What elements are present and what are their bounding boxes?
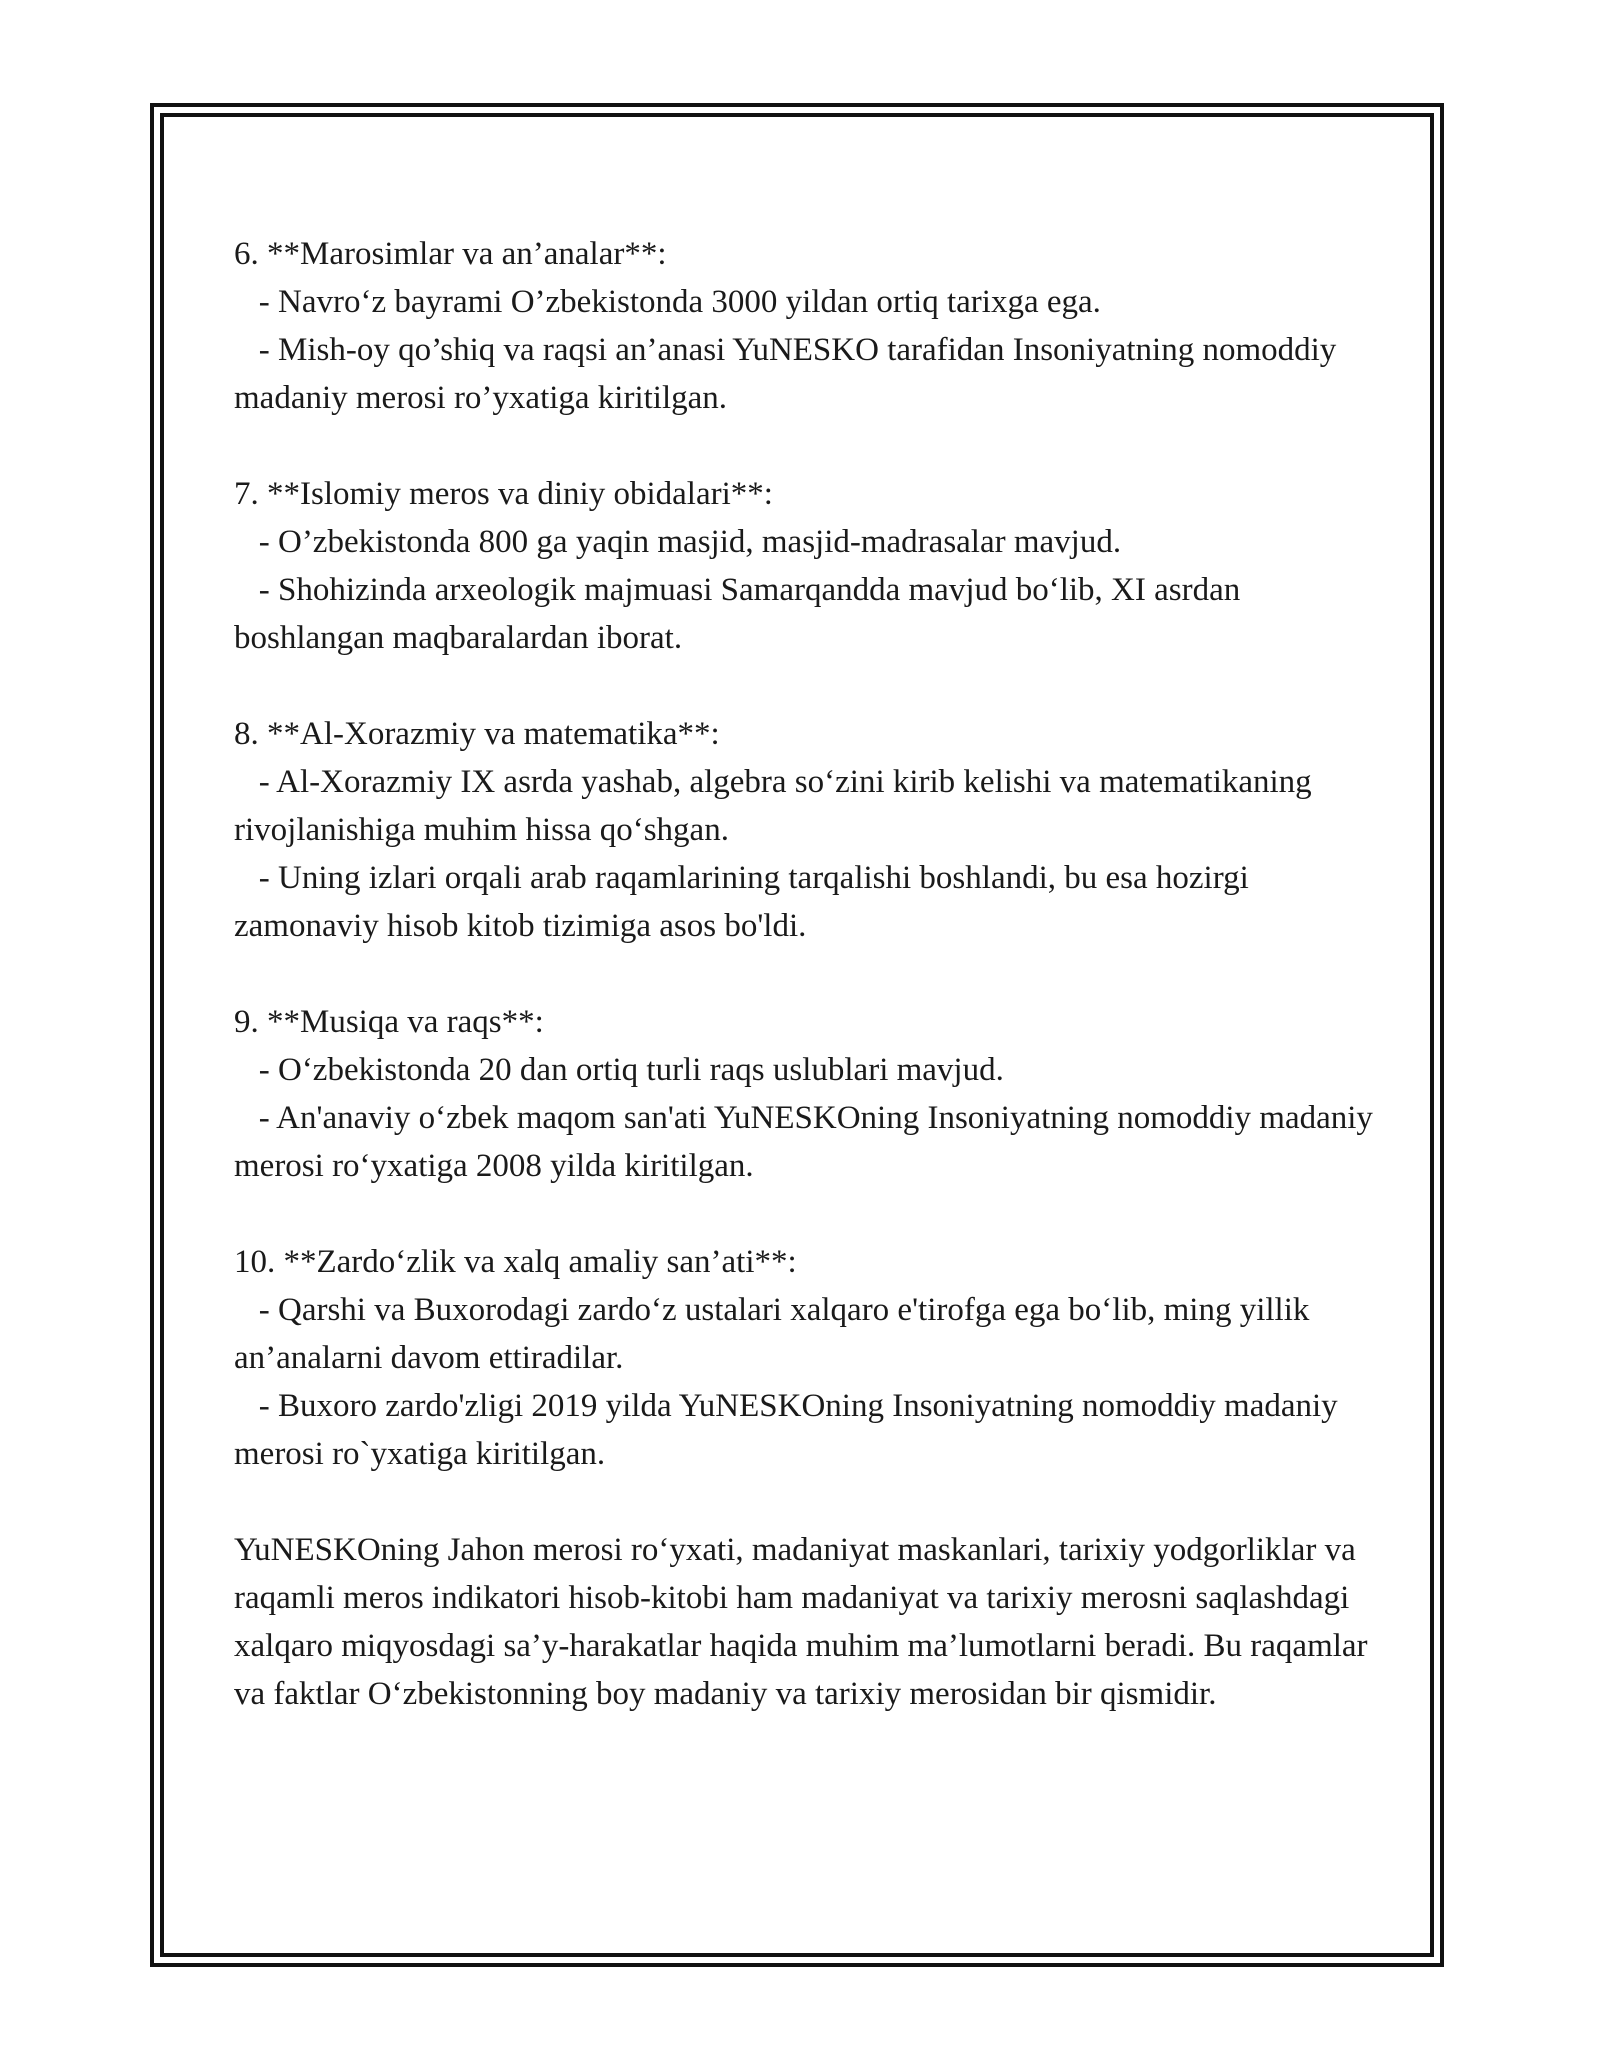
section-al-xorazmiy: [234, 710, 1384, 950]
section-heading: 6. **Marosimlar va an’analar**:: [234, 236, 667, 272]
section-heading: 10. **Zardo‘zlik va xalq amaliy san’ati**:: [234, 1244, 797, 1280]
section-item: - Buxoro zardo'zligi 2019 yilda YuNESKOning Insoniyatning nomoddiy madaniy merosi ro`yxatiga kiritilgan.: [234, 1388, 1346, 1472]
section-item: - Al-Xorazmiy IX asrda yashab, algebra so‘zini kirib kelishi va matematikaning rivojlanishiga muhim hissa qo‘shgan.: [234, 764, 1320, 848]
section-item: - O‘zbekistonda 20 dan ortiq turli raqs uslublari mavjud.: [234, 1052, 1004, 1088]
summary-paragraph: YuNESKOning Jahon merosi ro‘yxati, madaniyat maskanlari, tarixiy yodgorliklar va raqamli meros indikatori hisob-kitobi ham madaniyat va tarixiy merosni saqlashdagi xalqaro miqyosdagi sa’y-harakatlar haqida muhim ma’lumotlarni beradi. Bu raqamlar va faktlar O‘zbekistonning boy madaniy va tarixiy merosidan bir qismidir.: [234, 1532, 1368, 1712]
section-heading: 7. **Islomiy meros va diniy obidalari**:: [234, 476, 773, 512]
section-item: - Navro‘z bayrami O’zbekistonda 3000 yildan ortiq tarixga ega.: [234, 284, 1101, 320]
section-item: - Qarshi va Buxorodagi zardo‘z ustalari xalqaro e'tirofga ega bo‘lib, ming yillik an’analarni davom ettiradilar.: [234, 1292, 1318, 1376]
section-item: - Mish-oy qo’shiq va raqsi an’anasi YuNESKO tarafidan Insoniyatning nomoddiy madaniy merosi ro’yxatiga kiritilgan.: [234, 332, 1345, 416]
section-item: - Uning izlari orqali arab raqamlarining tarqalishi boshlandi, bu esa hozirgi zamonaviy hisob kitob tizimiga asos bo'ldi.: [234, 860, 1258, 944]
section-zardozlik: [234, 1238, 1384, 1478]
document-body: [234, 230, 1384, 1718]
section-islomiy-meros: [234, 470, 1384, 662]
section-item: - O’zbekistonda 800 ga yaqin masjid, masjid-madrasalar mavjud.: [234, 524, 1122, 560]
section-heading: 8. **Al-Xorazmiy va matematika**:: [234, 716, 720, 752]
section-musiqa-raqs: [234, 998, 1384, 1190]
section-heading: 9. **Musiqa va raqs**:: [234, 1004, 544, 1040]
section-marosimlar: [234, 230, 1384, 422]
section-item: - An'anaviy o‘zbek maqom san'ati YuNESKOning Insoniyatning nomoddiy madaniy merosi ro‘yxatiga 2008 yilda kiritilgan.: [234, 1100, 1382, 1184]
section-item: - Shohizinda arxeologik majmuasi Samarqandda mavjud bo‘lib, XI asrdan boshlangan maqbaralardan iborat.: [234, 572, 1249, 656]
